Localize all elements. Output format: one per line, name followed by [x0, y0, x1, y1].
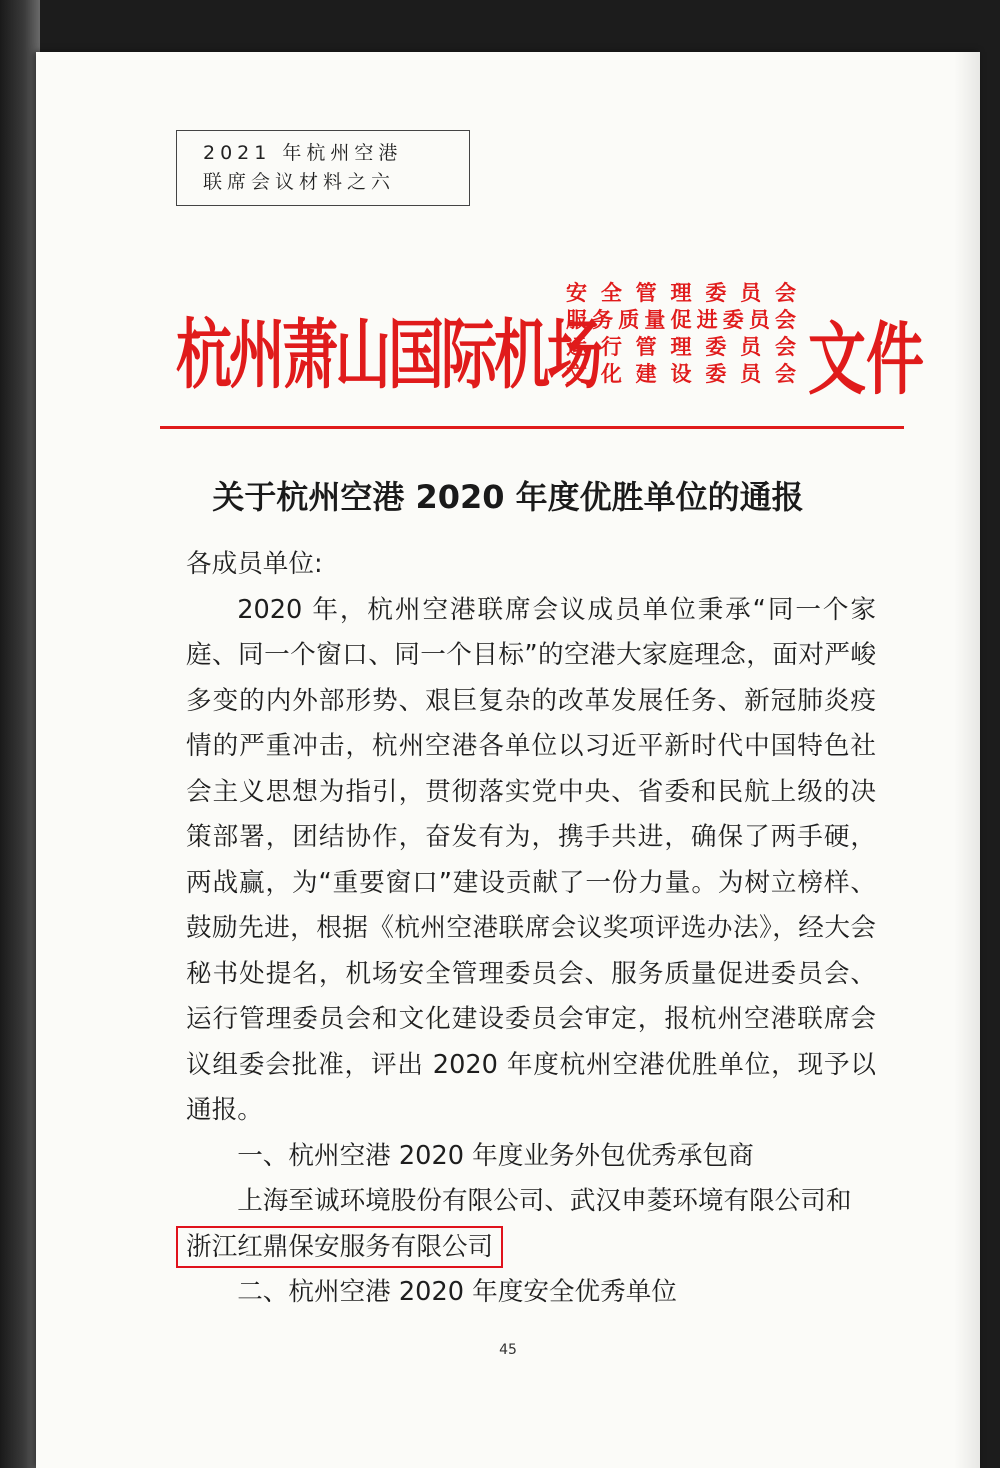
section1-heading: 一、杭州空港 2020 年度业务外包优秀承包商 [237, 1140, 754, 1171]
committee-culture: 文化建设委员会 [566, 362, 796, 386]
section2-heading: 二、杭州空港 2020 年度安全优秀单位 [237, 1277, 677, 1307]
document-body [186, 542, 876, 1316]
material-label-line1: 2021 年杭州空港 [203, 142, 403, 164]
material-label-line2: 联席会议材料之六 [203, 171, 396, 193]
page-number: 45 [499, 1342, 517, 1358]
salutation: 各成员单位: [186, 549, 323, 579]
letterhead-divider [160, 426, 904, 429]
document-title: 关于杭州空港 2020 年度优胜单位的通报 [212, 478, 804, 516]
committee-safety: 安全管理委员会 [566, 281, 796, 305]
section1-highlight-line [186, 1225, 876, 1271]
page-binding-shadow [954, 52, 980, 1468]
committee-operations: 运行管理委员会 [566, 335, 796, 359]
scan-background-edge [0, 0, 40, 1468]
committee-service-quality: 服务质量促进委员会 [566, 308, 796, 332]
letterhead-org-name: 杭州萧山国际机场 [176, 310, 600, 400]
highlighted-company: 浙江红鼎保安服务有限公司 [176, 1226, 503, 1268]
section1-text: 上海至诚环境股份有限公司、武汉申菱环境有限公司和 [237, 1186, 852, 1216]
letterhead-committees [566, 280, 796, 388]
document-page [36, 52, 980, 1468]
body-paragraph: 2020 年，杭州空港联席会议成员单位秉承“同一个家庭、同一个窗口、同一个目标”的空港大家庭理念，面对严峻多变的内外部形势、艰巨复杂的改革发展任务、新冠肺炎疫情的严重冲击，杭州空港各单位以习近平新时代中国特色社会主义思想为指引，贯彻落实党中央、省委和民航上级的决策部署，团结协作，奋发有为，携手共进，确保了两手硬，两战赢，为“重要窗口”建设贡献了一份力量。为树立榜样、鼓励先进，根据《杭州空港联席会议奖项评选办法》，经大会秘书处提名，机场安全管理委员会、服务质量促进委员会、运行管理委员会和文化建设委员会审定，报杭州空港联席会议组委会批准，评出 2020 年度杭州空港优胜单位，现予以通报。 [186, 594, 876, 1125]
letterhead-suffix: 文件 [808, 313, 925, 406]
meeting-material-label [176, 130, 470, 206]
